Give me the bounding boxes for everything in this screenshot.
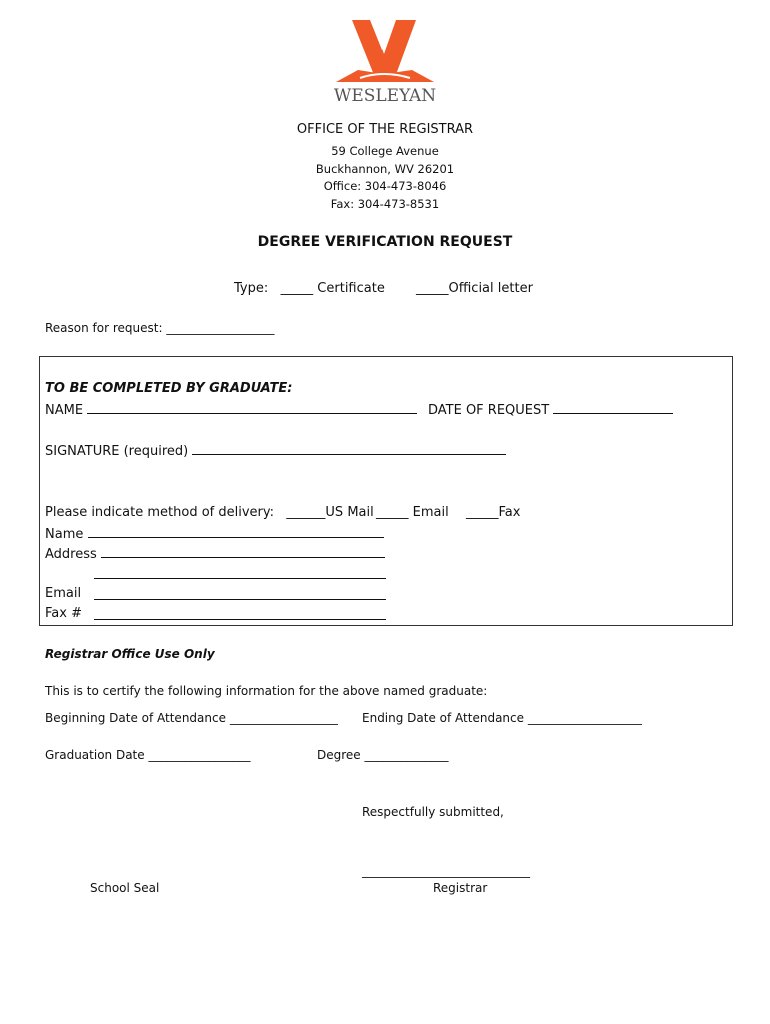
address-line1: 59 College Avenue (331, 144, 439, 158)
graduate-heading: TO BE COMPLETED BY GRADUATE: (45, 381, 293, 396)
type-row (234, 281, 385, 296)
end-label: Ending Date of Attendance (362, 711, 525, 725)
address-label: Address (45, 547, 97, 562)
us-mail-blank[interactable]: ______ (286, 505, 326, 520)
office-phone: Office: 304-473-8046 (323, 179, 447, 193)
delivery-row (45, 505, 374, 520)
official-letter-option: Official letter (448, 281, 533, 296)
office-title: OFFICE OF THE REGISTRAR (296, 122, 474, 137)
type-label: Type: (234, 281, 269, 296)
wesleyan-logo (332, 16, 438, 108)
delivery-label: Please indicate method of delivery: (45, 505, 275, 520)
certify-text: This is to certify the following information for the above named graduate: (45, 684, 488, 698)
email-option: Email (412, 505, 449, 520)
degree-label: Degree (317, 748, 361, 762)
address-row (45, 545, 385, 562)
email-blank[interactable]: _____ (376, 505, 409, 520)
official-letter-row (416, 281, 533, 296)
name-row (45, 401, 417, 418)
delivery-email-row (376, 505, 449, 520)
address-line2: Buckhannon, WV 26201 (315, 162, 455, 176)
degree-row (317, 748, 449, 762)
reason-blank[interactable]: __________________ (166, 321, 275, 335)
email-row (45, 586, 81, 601)
name2-input-line[interactable] (88, 525, 384, 538)
fax-option: Fax (498, 505, 521, 520)
signature-label: SIGNATURE (required) (45, 444, 189, 459)
email-input-line[interactable] (94, 587, 386, 600)
begin-label: Beginning Date of Attendance (45, 711, 226, 725)
name2-label: Name (45, 527, 84, 542)
address-input-line[interactable] (101, 545, 385, 558)
certificate-option: Certificate (317, 281, 385, 296)
name-label: NAME (45, 403, 84, 418)
graduate-section (39, 356, 733, 626)
name-input-line[interactable] (87, 401, 417, 414)
fax-number: Fax: 304-473-8531 (330, 197, 440, 211)
signature-input-line[interactable] (192, 442, 506, 455)
registrar-label: Registrar (433, 881, 488, 895)
form-title: DEGREE VERIFICATION REQUEST (257, 234, 513, 250)
end-blank[interactable]: ___________________ (527, 711, 642, 725)
grad-blank[interactable]: _________________ (148, 748, 251, 762)
reason-row (45, 321, 274, 335)
address-line2-input[interactable] (94, 566, 386, 579)
official-letter-blank[interactable]: _____ (416, 281, 449, 296)
begin-row (45, 711, 338, 725)
school-seal-label: School Seal (90, 881, 160, 895)
fax2-label: Fax # (45, 606, 82, 621)
fax-input-line[interactable] (94, 607, 386, 620)
name2-row (45, 525, 384, 542)
respectfully-text: Respectfully submitted, (362, 805, 504, 819)
end-row (362, 711, 642, 725)
signature-row (45, 442, 506, 459)
fax2-row (45, 606, 82, 621)
date-of-request-label: DATE OF REQUEST (428, 403, 550, 418)
us-mail-option: US Mail (325, 505, 374, 520)
delivery-fax-row (466, 505, 520, 520)
begin-blank[interactable]: __________________ (229, 711, 338, 725)
reason-label: Reason for request: (45, 321, 163, 335)
logo-wordmark: WESLEYAN (333, 86, 437, 106)
fax-blank[interactable]: _____ (466, 505, 499, 520)
grad-label: Graduation Date (45, 748, 145, 762)
grad-row (45, 748, 250, 762)
date-row (428, 401, 673, 418)
certificate-blank[interactable]: _____ (280, 281, 314, 296)
degree-blank[interactable]: ______________ (364, 748, 449, 762)
email-label: Email (45, 586, 82, 601)
date-of-request-input-line[interactable] (553, 401, 673, 414)
registrar-heading: Registrar Office Use Only (45, 647, 215, 661)
registrar-signature-blank[interactable]: ____________________________ (362, 864, 530, 878)
